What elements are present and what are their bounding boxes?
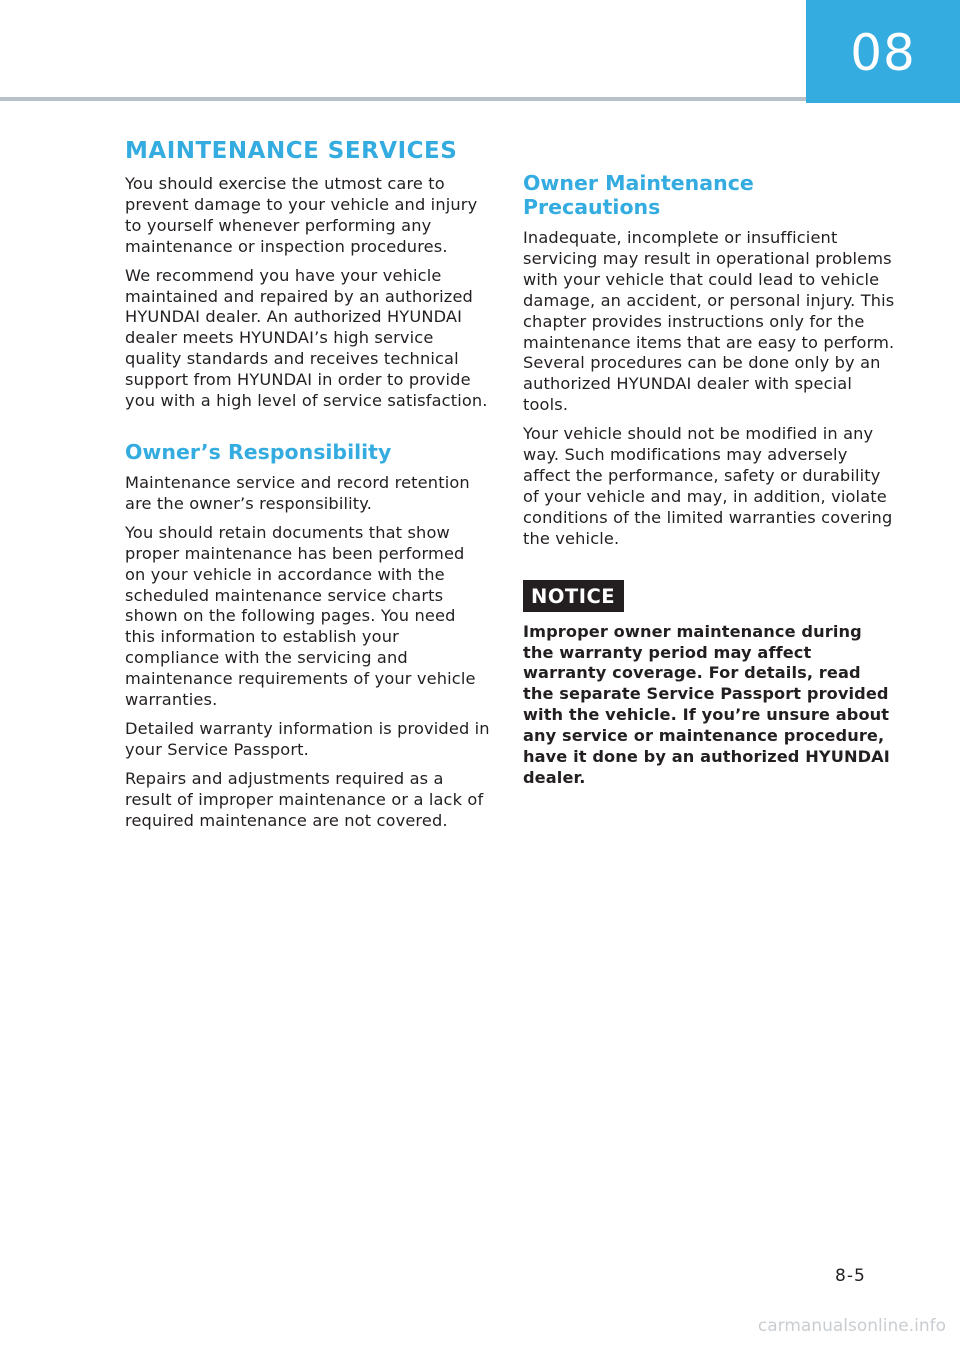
precautions-paragraph: Inadequate, incomplete or insufficient servicing may result in operational problems with your vehicle that could lead to vehicle damage, an accident, or personal injury. This chapter provides instructions only for the maintenance items that are easy to perform. Several procedures can be done only by an authorized HYUNDAI dealer with special tools. <box>523 228 895 415</box>
responsibility-paragraph: Maintenance service and record retention are the owner’s responsibility. <box>125 472 470 513</box>
notice-text: Improper owner maintenance during the warranty period may affect warranty coverage. For details, read the separate Service Passport provided with the vehicle. If you’re unsure about any service or maintenance procedure, have it done by an authorized HYUNDAI dealer. <box>523 621 890 787</box>
intro-paragraph: You should exercise the utmost care to prevent damage to your vehicle and injury to yourself whenever performing any maintenance or inspection procedures. <box>125 174 478 256</box>
notice-badge: NOTICE <box>523 580 624 612</box>
responsibility-paragraph: You should retain documents that show proper maintenance has been performed on your vehicle in accordance with the scheduled maintenance service charts shown on the following pages. You need this information to establish your compliance with the servicing and maintenance requirements of your vehicle warranties. <box>125 522 476 710</box>
right-column <box>523 171 895 789</box>
owners-responsibility-heading: Owner’s Responsibility <box>125 439 392 464</box>
left-column <box>125 138 490 839</box>
chapter-tab <box>806 0 960 103</box>
section-title: MAINTENANCE SERVICES <box>125 138 458 164</box>
page-number: 8-5 <box>835 1266 866 1286</box>
intro-paragraph: We recommend you have your vehicle maintained and repaired by an authorized HYUNDAI dealer. An authorized HYUNDAI dealer meets HYUNDAI’s high service quality standards and receives technical support from HYUNDAI in order to provide you with a high level of service satisfaction. <box>125 265 488 411</box>
responsibility-paragraph: Repairs and adjustments required as a result of improper maintenance or a lack of required maintenance are not covered. <box>125 768 484 830</box>
watermark: carmanualsonline.info <box>757 1316 946 1336</box>
precautions-paragraph: Your vehicle should not be modified in any way. Such modifications may adversely affect the performance, safety or durability of your vehicle and may, in addition, violate conditions of the limited warranties covering the vehicle. <box>523 424 893 548</box>
chapter-number: 08 <box>850 23 916 82</box>
responsibility-paragraph: Detailed warranty information is provided in your Service Passport. <box>125 718 490 759</box>
precautions-heading: Owner Maintenance Precautions <box>523 171 754 219</box>
header-rule <box>0 97 806 101</box>
